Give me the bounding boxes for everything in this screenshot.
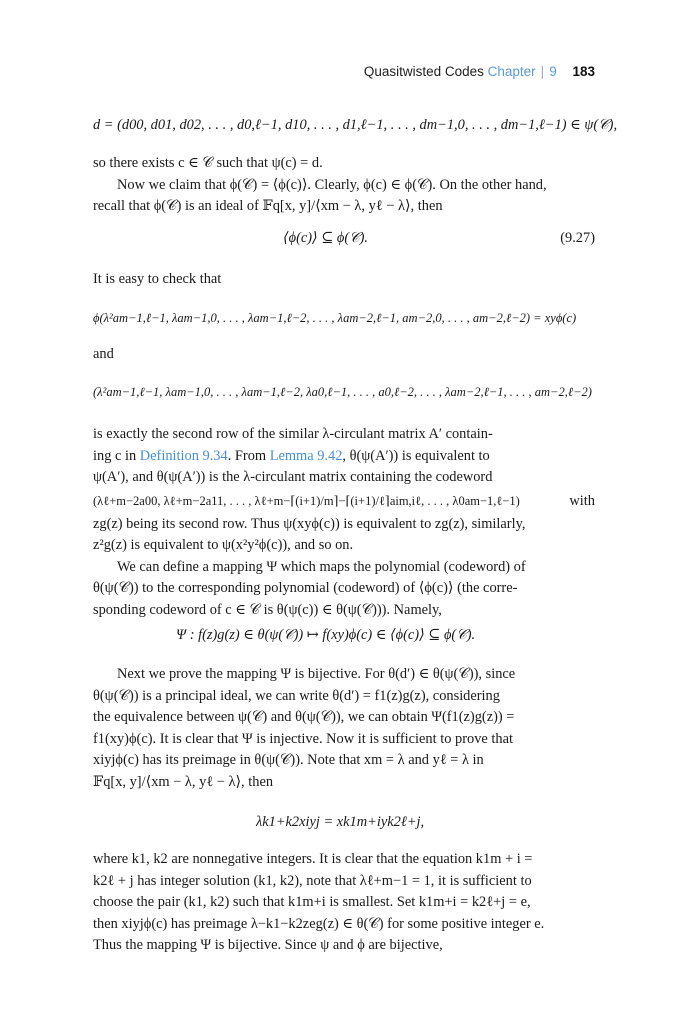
equation-lambda: λk1+k2xiyj = xk1m+iyk2ℓ+j, [256, 814, 425, 830]
text-line: sponding codeword of c ∈ 𝒞 is θ(ψ(c)) ∈ θ(ψ(𝒞))). Namely, [93, 601, 442, 618]
equation-d-vector: d = (d00, d01, d02, . . . , d0,ℓ−1, d10, . . . , d1,ℓ−1, . . . , dm−1,0, . . . , dm−1,ℓ−1) ∈ ψ(𝒞), [93, 117, 618, 133]
text-span: , θ(ψ(A′)) is equivalent to [342, 447, 490, 464]
text-line: recall that ϕ(𝒞) is an ideal of 𝔽q[x, y]/⟨xm − λ, yℓ − λ⟩, then [93, 198, 443, 214]
text-line: Next we prove the mapping Ψ is bijective. For θ(d′) ∈ θ(ψ(𝒞)), since [117, 666, 516, 682]
text-line: 𝔽q[x, y]/⟨xm − λ, yℓ − λ⟩, then [93, 773, 274, 790]
link-lemma-9-42[interactable]: Lemma 9.42 [269, 447, 343, 464]
running-head [364, 64, 595, 79]
text-span: . From [227, 447, 270, 464]
page-number: 183 [572, 64, 595, 79]
text-with: with [569, 492, 595, 509]
text-line: so there exists c ∈ 𝒞 such that ψ(c) = d. [93, 155, 323, 171]
text-line: where k1, k2 are nonnegative integers. It is clear that the equation k1m + i = [93, 851, 533, 867]
text-line: xiyjϕ(c) has its preimage in θ(ψ(𝒞)). Note that xm = λ and yℓ = λ in [93, 752, 484, 768]
text-line: Thus the mapping Ψ is bijective. Since ψ and ϕ are bijective, [93, 937, 443, 953]
paragraph-1 [93, 424, 595, 621]
equation-tuple: (λ²am−1,ℓ−1, λam−1,0, . . . , λam−1,ℓ−2, λa0,ℓ−1, . . . , a0,ℓ−2, . . . , λam−2,ℓ−1, . . . , am−2,ℓ−2) [93, 385, 592, 399]
text-line: the equivalence between ψ(𝒞) and θ(ψ(𝒞)), we can obtain Ψ(f1(z)g(z)) = [93, 709, 515, 725]
text-line: k2ℓ + j has integer solution (k1, k2), note that λℓ+m−1 = 1, it is sufficient to [93, 872, 532, 889]
text-line: Now we claim that ϕ(𝒞) = ⟨ϕ(c)⟩. Clearly, ϕ(c) ∈ ϕ(𝒞). On the other hand, [117, 176, 547, 193]
equation-psi-map: Ψ : f(z)g(z) ∈ θ(ψ(𝒞)) ↦ f(xy)ϕ(c) ∈ ⟨ϕ(c)⟩ ⊆ ϕ(𝒞). [176, 627, 476, 643]
paragraph-4 [93, 849, 595, 957]
running-head-title: Quasitwisted Codes [363, 64, 484, 79]
text-line: θ(ψ(𝒞)) to the corresponding polynomial (codeword) of ⟨ϕ(c)⟩ (the corre- [93, 580, 518, 596]
text-and: and [93, 346, 114, 362]
text-line: We can define a mapping Ψ which maps the polynomial (codeword) of [117, 558, 526, 575]
running-head-chapter-label: Chapter [487, 64, 536, 79]
text-easy-check: It is easy to check that [93, 271, 222, 287]
text-line: is exactly the second row of the similar λ-circulant matrix A′ contain- [93, 426, 493, 442]
paragraph-3 [93, 664, 595, 793]
text-span: ing c in [93, 447, 140, 464]
running-head-chapter-number: 9 [549, 64, 557, 79]
text-line: choose the pair (k1, k2) such that k1m+i is smallest. Set k1m+i = k2ℓ+j = e, [93, 894, 531, 910]
text-line: z²g(z) is equivalent to ψ(x²y²ϕ(c)), and so on. [93, 537, 354, 553]
text-line [93, 446, 595, 468]
text-line: f1(xy)ϕ(c). It is clear that Ψ is injective. Now it is sufficient to prove that [93, 730, 513, 747]
text-line: then xiyjϕ(c) has preimage λ−k1−k2zeg(z) ∈ θ(𝒞) for some positive integer e. [93, 915, 545, 932]
equation-phi: ϕ(λ²am−1,ℓ−1, λam−1,0, . . . , λam−1,ℓ−2, . . . , λam−2,ℓ−1, am−2,0, . . . , am−2,ℓ−2) = xyϕ(c) [93, 311, 577, 325]
codeword-line [93, 489, 595, 514]
equation-9-27: ⟨ϕ(c)⟩ ⊆ ϕ(𝒞). [283, 230, 369, 246]
link-definition-9-34[interactable]: Definition 9.34 [139, 447, 228, 464]
body-block-1 [93, 153, 595, 218]
codeword-tuple: (λℓ+m−2a00, λℓ+m−2a11, . . . , λℓ+m−⌈(i+1)/m⌉−⌈(i+1)/ℓ⌉aim,iℓ, . . . , λ0am−1,ℓ−1) [93, 493, 520, 508]
equation-number: (9.27) [560, 230, 595, 246]
text-line: zg(z) being its second row. Thus ψ(xyϕ(c)) is equivalent to zg(z), similarly, [93, 515, 526, 532]
running-head-separator: | [540, 64, 545, 79]
text-line: θ(ψ(𝒞)) is a principal ideal, we can write θ(d′) = f1(z)g(z), considering [93, 687, 500, 704]
text-line: ψ(A′), and θ(ψ(A′)) is the λ-circulant matrix containing the codeword [93, 469, 493, 485]
